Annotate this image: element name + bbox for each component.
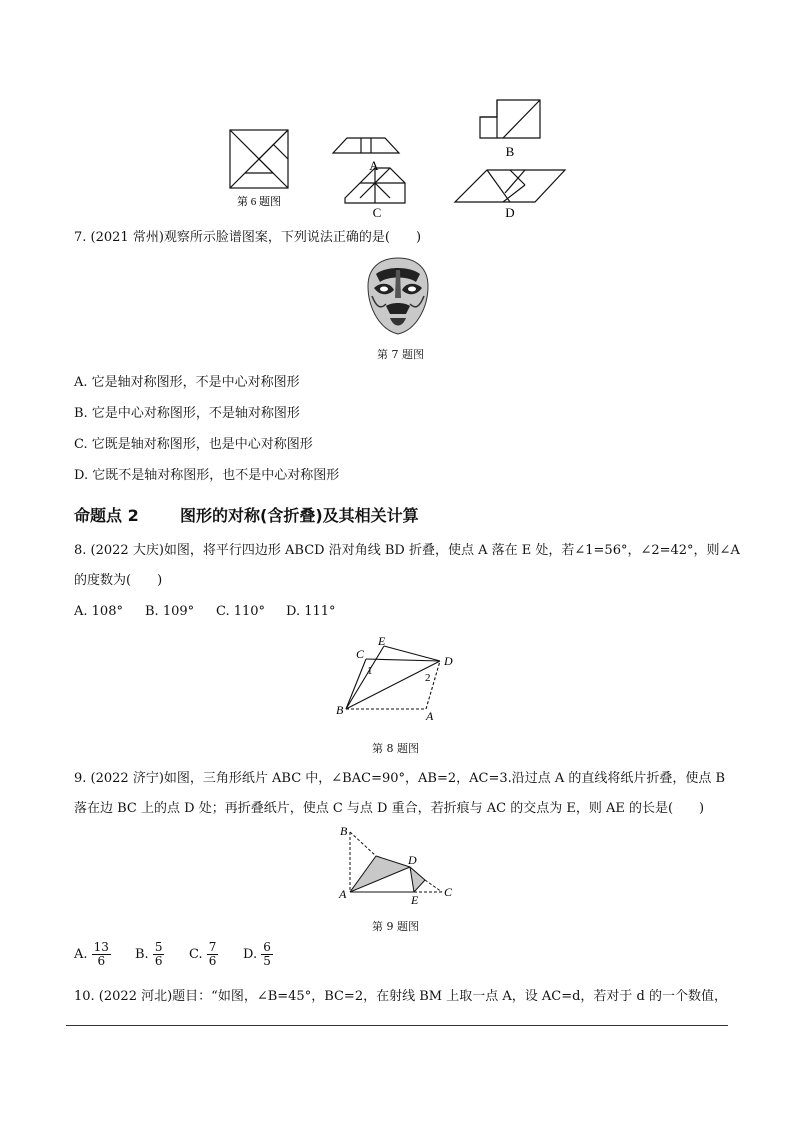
fig8-label-c: C (356, 647, 365, 661)
fig9-label-c: C (444, 885, 453, 899)
q9-option-d-fraction (261, 941, 273, 968)
section-label: 命题点 2 (74, 506, 139, 525)
denominator: 5 (263, 954, 271, 968)
footer-divider (66, 1025, 728, 1026)
q8-option-b: B. 109° (145, 604, 195, 619)
section-title: 图形的对称(含折叠)及其相关计算 (180, 506, 419, 525)
q9-option-b-letter: B. (135, 947, 149, 962)
fig9-label-b: B (340, 824, 348, 838)
q9-option-c-letter: C. (189, 947, 203, 962)
q8-stem-line1: 8. (2022 大庆)如图，将平行四边形 ABCD 沿对角线 BD 折叠，使点 A 落在 E 处，若∠1=56°，∠2=42°，则∠A (74, 543, 740, 558)
numerator: 7 (208, 940, 217, 954)
q9-option-c-fraction (207, 941, 219, 968)
numerator: 5 (154, 940, 163, 954)
q9-option-b (135, 941, 164, 968)
q7-caption: 第 7 题图 (377, 348, 424, 361)
q10-stem-line1: 10. (2022 河北)题目：“如图，∠B=45°，BC=2，在射线 BM 上取一点 A，设 AC=d，若对于 d 的一个数值， (74, 989, 728, 1004)
q9-option-a (74, 941, 111, 968)
q9-stem-line1: 9. (2022 济宁)如图，三角形纸片 ABC 中，∠BAC=90°，AB=2，AC=3.沿过点 A 的直线将纸片折叠，使点 B (74, 771, 726, 786)
q8-option-c: C. 110° (216, 604, 266, 619)
option-a-shape (333, 138, 399, 153)
fig8-label-d: D (444, 654, 453, 668)
fig6-label-d: D (505, 205, 515, 220)
fig6-label-a: A (369, 158, 379, 173)
q7-option-a: A. 它是轴对称图形，不是中心对称图形 (74, 375, 300, 390)
figure-9 (335, 822, 465, 907)
q9-stem-line2: 落在边 BC 上的点 D 处；再折叠纸片，使点 C 与点 D 重合，若折痕与 AC 的交点为 E，则 AE 的长是( ) (74, 801, 705, 816)
denominator: 6 (97, 954, 106, 968)
tangram-square (230, 130, 288, 188)
q9-option-d-letter: D. (243, 947, 258, 962)
denominator: 6 (208, 954, 217, 968)
fig8-angle-2: 2 (425, 672, 431, 684)
q9-option-d (243, 941, 273, 968)
fig9-label-a: A (339, 887, 347, 901)
numerator: 13 (93, 940, 109, 954)
fig9-label-e: E (411, 893, 419, 907)
q7-option-d: D. 它既不是轴对称图形，也不是中心对称图形 (74, 468, 340, 483)
option-b-shape (480, 100, 540, 138)
fig8-angle-1: 1 (367, 665, 373, 677)
opera-mask-image (366, 256, 430, 336)
q9-option-b-fraction (153, 941, 165, 968)
q9-caption: 第 9 题图 (372, 920, 419, 933)
fig8-label-b: B (336, 703, 344, 717)
fig9-label-d: D (408, 853, 417, 867)
q7-option-b: B. 它是中心对称图形，不是轴对称图形 (74, 406, 300, 421)
q8-option-a: A. 108° (74, 604, 123, 619)
q9-option-c (189, 941, 218, 968)
figure-8 (330, 630, 470, 725)
q7-option-c: C. 它既是轴对称图形，也是中心对称图形 (74, 437, 313, 452)
q8-option-d: D. 111° (286, 604, 336, 619)
fig6-caption: 第 6 题图 (237, 196, 281, 208)
fig6-label-b: B (505, 144, 515, 159)
fig8-label-e: E (378, 634, 386, 648)
option-c-shape (345, 168, 405, 203)
q8-stem-line2: 的度数为( ) (74, 573, 163, 588)
numerator: 6 (263, 940, 271, 954)
figure-6 (225, 95, 575, 225)
q9-option-a-fraction (92, 941, 111, 968)
q7-stem: 7. (2021 常州)观察所示脸谱图案，下列说法正确的是( ) (74, 230, 422, 245)
denominator: 6 (154, 954, 163, 968)
option-d-shape (455, 170, 565, 202)
fig8-label-a: A (426, 709, 434, 723)
q9-option-a-letter: A. (74, 947, 88, 962)
q8-caption: 第 8 题图 (372, 742, 419, 755)
fig6-label-c: C (372, 205, 382, 220)
